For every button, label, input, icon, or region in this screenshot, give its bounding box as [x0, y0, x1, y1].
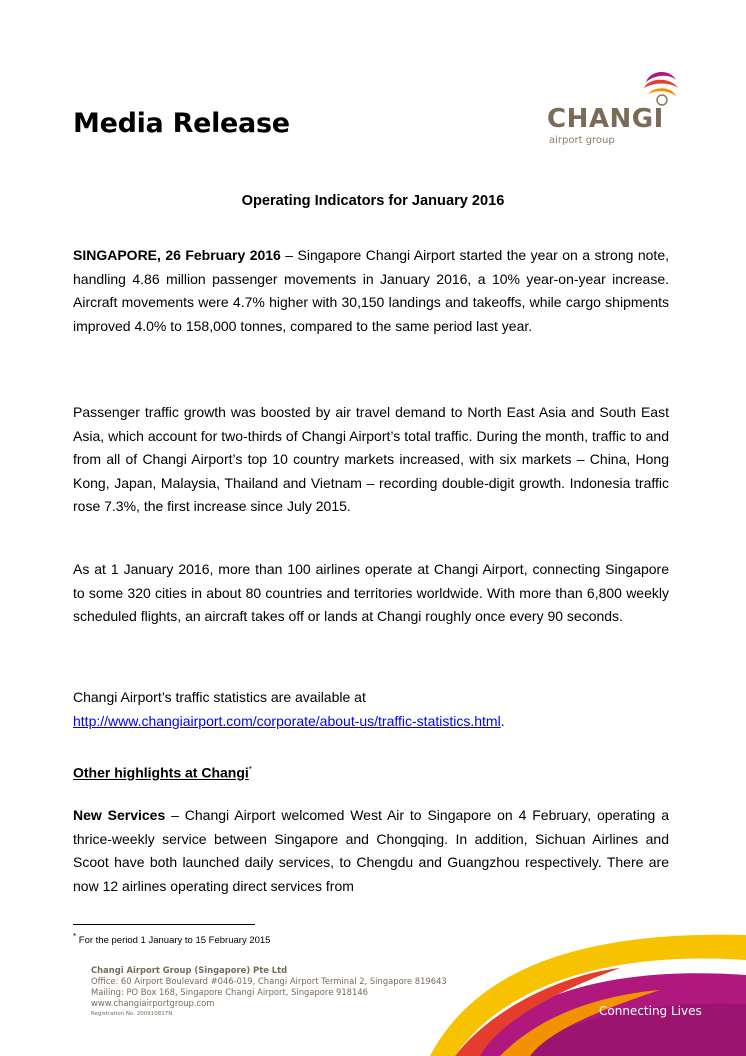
mailing-address: Mailing: PO Box 168, Singapore Changi Airport, Singapore 918146 [91, 987, 368, 997]
tagline: Connecting Lives [599, 1004, 702, 1018]
logo-wordmark: CHANGI [547, 104, 664, 134]
footnote-marker: * [73, 932, 77, 941]
paragraph-airlines: As at 1 January 2016, more than 100 airlines operate at Changi Airport, connecting Singapore to some 320 cities in about 80 countries and territories worldwide. With more than 6,800 weekly scheduled flights, an aircraft takes off or lands at Changi roughly once every 90 seconds. [73, 561, 669, 624]
company-name: Changi Airport Group (Singapore) Pte Ltd [91, 965, 288, 975]
document-title: Operating Indicators for January 2016 [241, 193, 505, 209]
new-services-lead: New Services [73, 807, 166, 823]
link-period: . [500, 712, 505, 729]
highlights-heading: Other highlights at Changi [73, 764, 249, 781]
new-services-text: – Changi Airport welcomed West Air to Singapore on 4 February, operating a thrice-weekly service between Singapore and Chongqing. In addition, Sichuan Airlines and Scoot have both launched daily services, to Chengdu and Guangzhou respectively. There are now 12 airlines operating direct services from [73, 807, 669, 894]
statistics-text: Changi Airport’s traffic statistics are available at [73, 689, 366, 705]
logo-subtitle: airport group [549, 135, 615, 146]
paragraph-passenger-growth: Passenger traffic growth was boosted by air travel demand to North East Asia and South East Asia, which account for two-thirds of Changi Airport’s total traffic. During the month, traffic to and from all of Changi Airport’s top 10 country markets increased, with six markets – China, Hong Kong, Japan, Malaysia, Thailand and Vietnam – recording double-digit growth. Indonesia traffic rose 7.3%, the first increase since July 2015. [73, 404, 669, 514]
footer-company-info [91, 965, 447, 1020]
dateline: SINGAPORE, 26 February 2016 [73, 247, 281, 263]
footnote-text: For the period 1 January to 15 February 2015 [78, 935, 271, 947]
office-address: Office: 60 Airport Boulevard #046-019, Changi Airport Terminal 2, Singapore 819643 [91, 976, 447, 986]
intro-text: – Singapore Changi Airport started the year on a strong note, handling 4.86 million passenger movements in January 2016, a 10% year-on-year increase. Aircraft movements were 4.7% higher with 30,150 landings and takeoffs, while cargo shipments improved 4.0% to 158,000 tonnes, compared to the same period last year. [73, 247, 669, 334]
heading-footnote-marker: * [248, 765, 252, 774]
media-release-heading: Media Release [73, 108, 290, 139]
registration-number: Registration No. 200910817N [91, 1011, 173, 1017]
traffic-statistics-link[interactable]: http://www.changiairport.com/corporate/about-us/traffic-statistics.html [73, 712, 501, 729]
company-website: www.changiairportgroup.com [91, 998, 215, 1008]
